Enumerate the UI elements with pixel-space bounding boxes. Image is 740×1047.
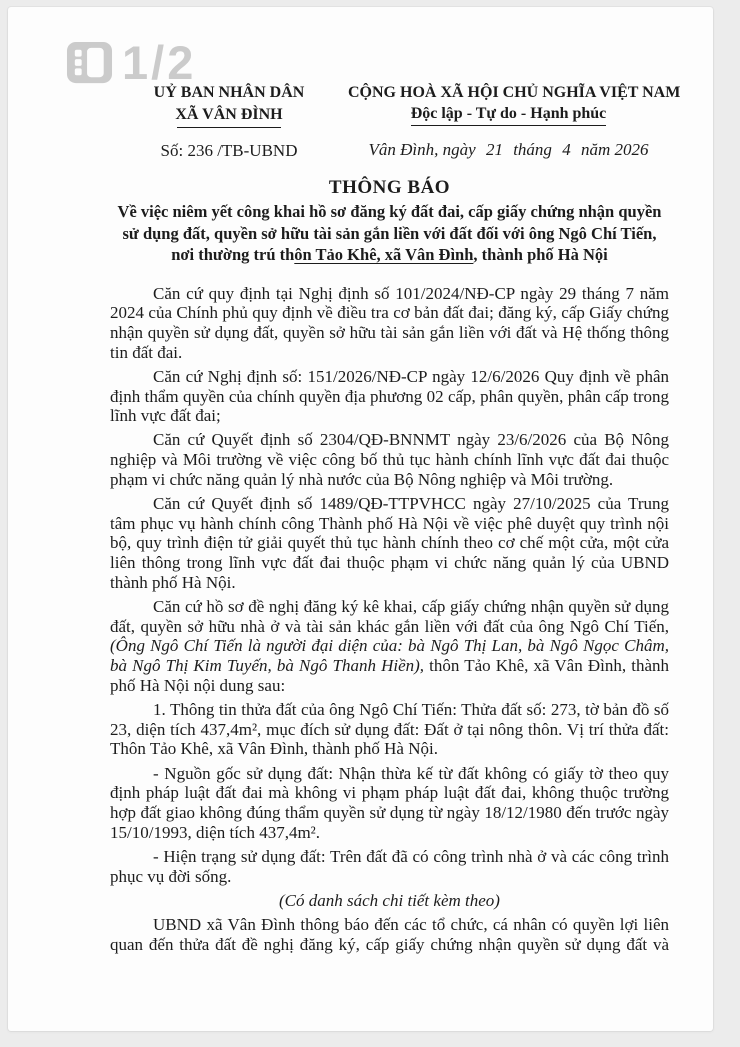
date-year-label: năm	[580, 140, 611, 159]
document-header	[110, 82, 681, 161]
national-motto-block	[348, 82, 681, 161]
ho-so-lead: Căn cứ hồ sơ đề nghị đăng ký kê khai, cấp giấy chứng nhận quyền sử dụng đất, quyền sở hữu nhà ở và tài sản khác gắn liền với đất của ông Ngô Chí Tiến,	[110, 597, 669, 636]
date-month: 4	[562, 140, 571, 159]
ho-so-representatives: (Ông Ngô Chí Tiến là người đại diện của: bà Ngô Thị Lan, bà Ngô Ngọc Châm, bà Ngô Thị Kim Tuyến, bà Ngô Thanh Hiền),	[110, 636, 669, 676]
paragraph-hien-trang: - Hiện trạng sử dụng đất: Trên đất đã có công trình nhà ở và các công trình phục vụ đời sống.	[110, 846, 669, 886]
paragraph-can-cu-101: Căn cứ quy định tại Nghị định số 101/2024/NĐ-CP ngày 29 tháng 7 năm 2024 của Chính phủ quy định về điều tra cơ bản đất đai; đăng ký, cấp Giấy chứng nhận quyền sử dụng đất, quyền sở hữu tài sản gắn liền với đất và Hệ thống thông tin đất đai.	[110, 283, 669, 362]
subtitle-tail: , thành phố Hà Nội	[473, 245, 608, 264]
date-prefix: Vân Đình, ngày	[368, 140, 476, 159]
paragraph-thong-bao: UBND xã Vân Đình thông báo đến các tổ chức, cá nhân có quyền lợi liên quan đến thửa đất đề nghị đăng ký, cấp giấy chứng nhận quyền sử dụng đất và	[110, 915, 669, 954]
date-month-label: tháng	[513, 140, 552, 159]
paragraph-nguon-goc: - Nguồn gốc sử dụng đất: Nhận thừa kế từ đất không có giấy tờ theo quy định pháp luật đất đai mà không vi phạm pháp luật đất đai, không thuộc trường hợp đất giao không đúng thẩm quyền sử dụng từ ngày 18/12/1980 đến trước ngày 15/10/1993, diện tích 437,4m².	[110, 763, 669, 842]
document-subtitle	[110, 201, 669, 266]
document-title: THÔNG BÁO	[328, 177, 451, 198]
document-number: Số: 236 /TB-UBND	[160, 141, 298, 160]
page-indicator-label: 1/2	[122, 36, 197, 89]
date-day: 21	[485, 140, 503, 159]
paragraph-can-cu-151: Căn cứ Nghị định số: 151/2026/NĐ-CP ngày 12/6/2026 Quy định về phân định thẩm quyền của chính quyền địa phương 02 cấp, phân quyền, phân cấp trong lĩnh vực đất đai;	[110, 366, 669, 426]
issuing-org-name: UỶ BAN NHÂN DÂN	[153, 84, 305, 101]
attachment-note: (Có danh sách chi tiết kèm theo)	[279, 890, 500, 910]
issuing-org-block	[110, 82, 348, 161]
paragraph-can-cu-1489: Căn cứ Quyết định số 1489/QĐ-TTPVHCC ngày 27/10/2025 của Trung tâm phục vụ hành chính công Thành phố Hà Nội về việc phê duyệt quy trình nội bộ, quy trình điện tử giải quyết thủ tục hành chính theo cơ chế một cửa, một cửa liên thông trong lĩnh vực đất đai thuộc phạm vi chức năng quản lý của UBND thành phố Hà Nội.	[110, 494, 669, 592]
paragraph-ho-so	[110, 597, 669, 696]
document-page	[8, 7, 713, 1031]
subtitle-lead: Về việc niêm yết công khai hồ sơ đăng ký đất đai, cấp giấy chứng nhận quyền sử dụng đất, quyền sở hữu tài sản gắn liền với đất đối với ông Ngô Chí Tiến, nơi thường trú th	[117, 202, 662, 264]
subtitle-underlined-location: ôn Tảo Khê, xã Vân Đình	[294, 245, 474, 264]
place-date-line	[348, 140, 669, 160]
ho-so-tail: thôn Tảo Khê, xã Vân Đình, thành phố Hà Nội nội dung sau:	[110, 656, 669, 695]
document-content	[8, 7, 713, 955]
national-motto: Độc lập - Tự do - Hạnh phúc	[411, 104, 607, 126]
header-divider-line	[177, 127, 281, 128]
national-title: CỘNG HOÀ XÃ HỘI CHỦ NGHĨA VIỆT NAM	[348, 84, 681, 101]
issuing-org-unit: XÃ VÂN ĐÌNH	[175, 106, 283, 123]
paragraph-thong-tin-thua-dat: 1. Thông tin thửa đất của ông Ngô Chí Tiến: Thửa đất số: 273, tờ bản đồ số 23, diện tích 437,4m², mục đích sử dụng đất: Đất ở tại nông thôn. Vị trí thửa đất: Thôn Tảo Khê, xã Vân Đình, thành phố Hà Nội.	[110, 700, 669, 759]
document-body	[110, 284, 669, 955]
date-year: 2026	[614, 140, 649, 159]
paragraph-can-cu-2304: Căn cứ Quyết định số 2304/QĐ-BNNMT ngày 23/6/2026 của Bộ Nông nghiệp và Môi trường về việc công bố thủ tục hành chính lĩnh vực đất đai thuộc phạm vi chức năng quản lý nhà nước của Bộ Nông nghiệp và Môi trường.	[110, 430, 669, 489]
